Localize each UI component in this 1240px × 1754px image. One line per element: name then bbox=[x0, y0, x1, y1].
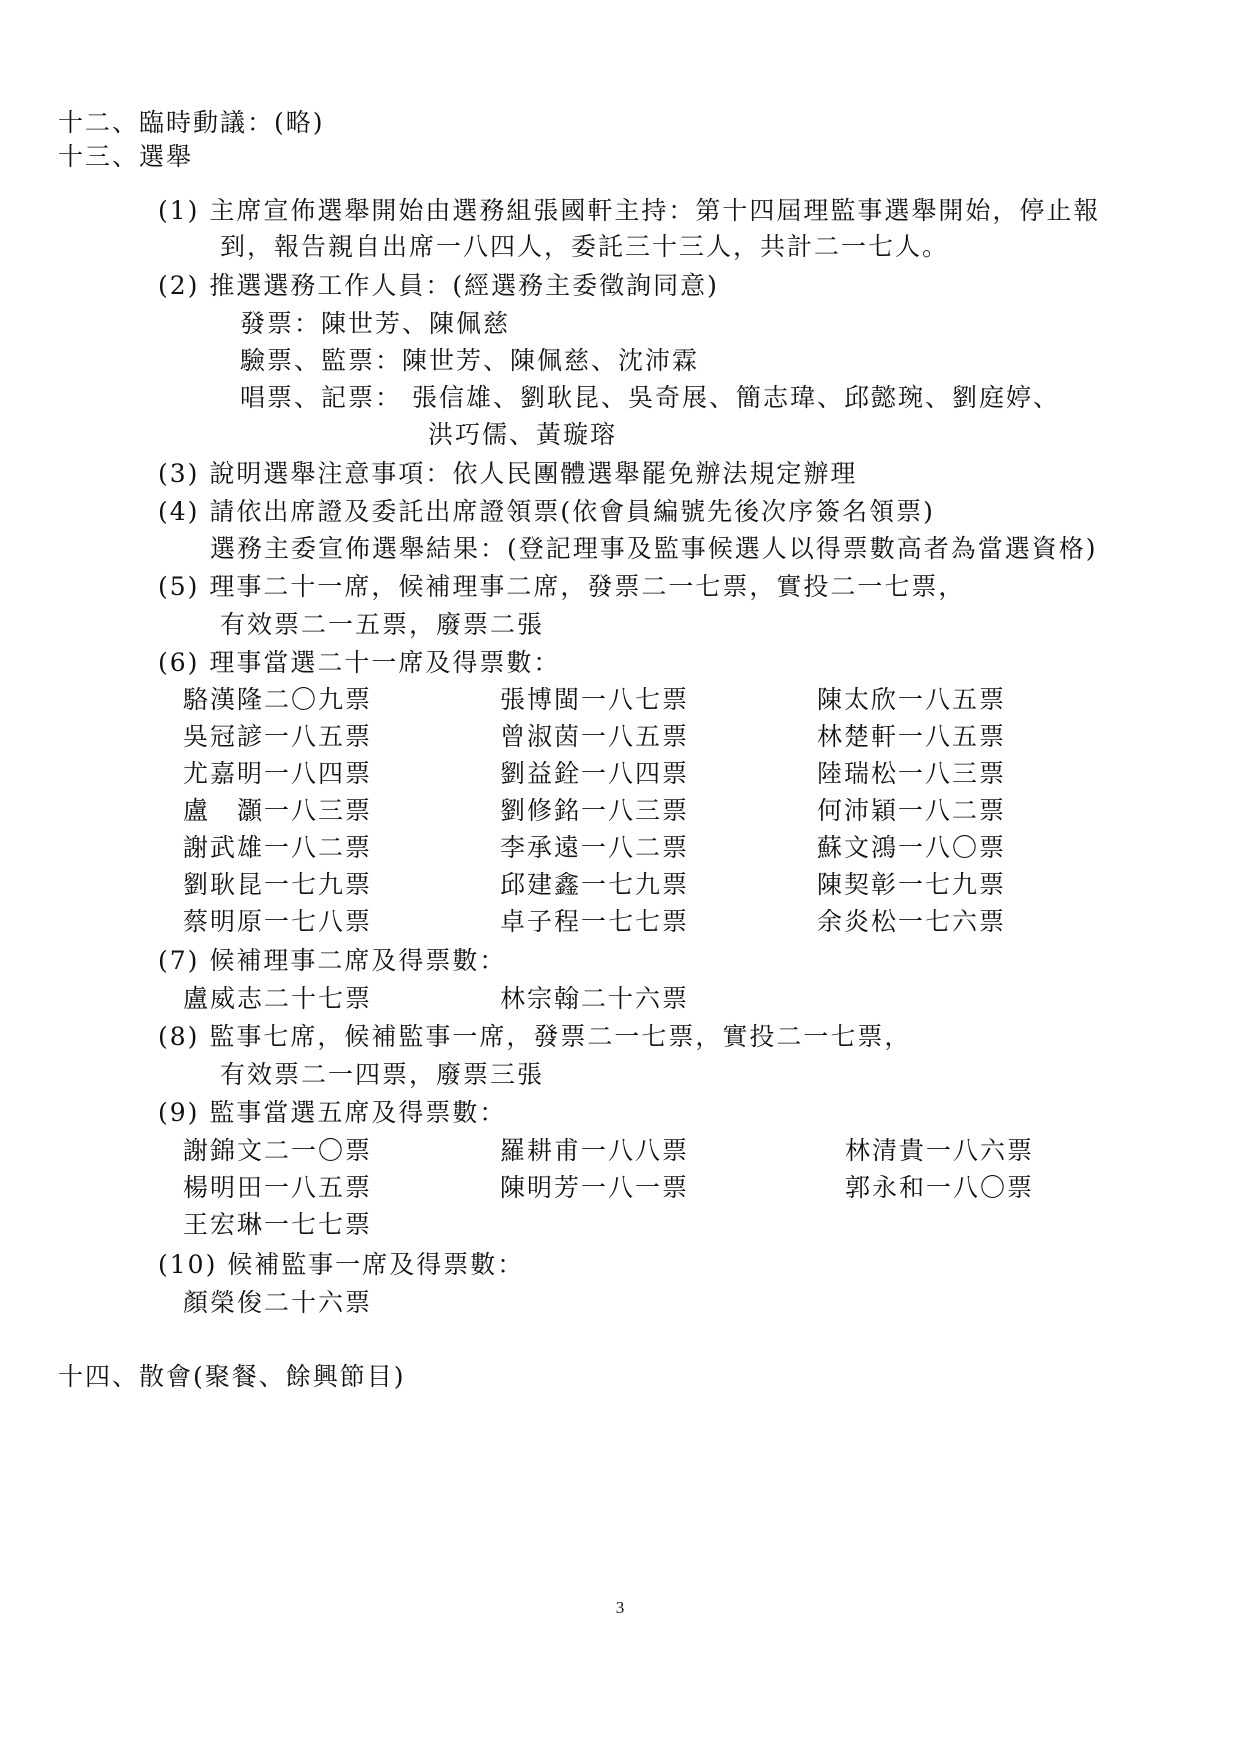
director-entry: 謝武雄一八二票 bbox=[183, 833, 373, 862]
supervisor-entry: 陳明芳一八一票 bbox=[500, 1173, 690, 1202]
directors-grid bbox=[0, 684, 1240, 944]
section-5-line-1: (5) 理事二十一席，候補理事二席，發票二一七票，實投二一七票， bbox=[158, 572, 966, 601]
director-entry: 李承遠一八二票 bbox=[500, 833, 690, 862]
director-entry: 陳太欣一八五票 bbox=[817, 685, 1007, 714]
item-14-heading: 十四、散會(聚餐、餘興節目) bbox=[58, 1362, 406, 1391]
director-entry: 林楚軒一八五票 bbox=[817, 722, 1007, 751]
section-8-line-2: 有效票二一四票，廢票三張 bbox=[220, 1060, 545, 1089]
section-4-line-1: (4) 請依出席證及委託出席證領票(依會員編號先後次序簽名領票) bbox=[158, 497, 935, 526]
director-entry: 尤嘉明一八四票 bbox=[183, 759, 373, 788]
item-13-heading: 十三、選舉 bbox=[58, 142, 194, 171]
item-12-heading: 十二、臨時動議：(略) bbox=[58, 108, 325, 137]
section-1-line-2: 到，報告親自出席一八四人，委託三十三人，共計二一七人。 bbox=[220, 232, 950, 261]
director-entry: 陸瑞松一八三票 bbox=[817, 759, 1007, 788]
section-8-line-1: (8) 監事七席，候補監事一席，發票二一七票，實投二一七票， bbox=[158, 1022, 912, 1051]
section-2-ballot-inspectors: 驗票、監票：陳世芳、陳佩慈、沈沛霖 bbox=[240, 346, 700, 375]
director-entry: 劉修銘一八三票 bbox=[500, 796, 690, 825]
director-entry: 吳冠諺一八五票 bbox=[183, 722, 373, 751]
supervisors-grid bbox=[0, 1135, 1240, 1245]
director-entry: 劉益銓一八四票 bbox=[500, 759, 690, 788]
section-5-line-2: 有效票二一五票，廢票二張 bbox=[220, 610, 545, 639]
alternate-supervisor-entry: 顏榮俊二十六票 bbox=[183, 1288, 373, 1317]
supervisor-entry: 郭永和一八〇票 bbox=[845, 1173, 1035, 1202]
director-entry: 蘇文鴻一八〇票 bbox=[817, 833, 1007, 862]
alternate-director-entry: 盧威志二十七票 bbox=[183, 984, 373, 1013]
section-2-heading: (2) 推選選務工作人員：(經選務主委徵詢同意) bbox=[158, 271, 719, 300]
section-7-heading: (7) 候補理事二席及得票數： bbox=[158, 946, 507, 975]
director-entry: 何沛穎一八二票 bbox=[817, 796, 1007, 825]
alternate-director-entry: 林宗翰二十六票 bbox=[500, 984, 690, 1013]
section-9-heading: (9) 監事當選五席及得票數： bbox=[158, 1098, 507, 1127]
section-1-line-1: (1) 主席宣佈選舉開始由選務組張國軒主持：第十四屆理監事選舉開始，停止報 bbox=[158, 196, 1101, 225]
director-entry: 張博閩一八七票 bbox=[500, 685, 690, 714]
director-entry: 陳契彰一七九票 bbox=[817, 870, 1007, 899]
supervisor-entry: 楊明田一八五票 bbox=[183, 1173, 373, 1202]
section-10-heading: (10) 候補監事一席及得票數： bbox=[158, 1250, 525, 1279]
page-number: 3 bbox=[615, 1598, 625, 1617]
section-6-heading: (6) 理事當選二十一席及得票數： bbox=[158, 648, 561, 677]
director-entry: 蔡明原一七八票 bbox=[183, 907, 373, 936]
director-entry: 盧 灝一八三票 bbox=[183, 796, 373, 825]
section-4-line-2: 選務主委宣佈選舉結果：(登記理事及監事候選人以得票數高者為當選資格) bbox=[210, 534, 1098, 563]
section-2-vote-callers: 唱票、記票： 張信雄、劉耿昆、吳奇展、簡志瑋、邱懿琬、劉庭婷、 bbox=[240, 383, 1060, 412]
director-entry: 駱漢隆二〇九票 bbox=[183, 685, 373, 714]
section-3: (3) 說明選舉注意事項：依人民團體選舉罷免辦法規定辦理 bbox=[158, 459, 858, 488]
section-2-ballot-issuers: 發票：陳世芳、陳佩慈 bbox=[240, 309, 511, 338]
director-entry: 卓子程一七七票 bbox=[500, 907, 690, 936]
supervisor-entry: 謝錦文二一〇票 bbox=[183, 1136, 373, 1165]
supervisor-entry: 羅耕甫一八八票 bbox=[500, 1136, 690, 1165]
supervisor-entry: 林清貴一八六票 bbox=[845, 1136, 1035, 1165]
director-entry: 劉耿昆一七九票 bbox=[183, 870, 373, 899]
section-2-vote-callers-cont: 洪巧儒、黃璇瑢 bbox=[428, 420, 618, 449]
director-entry: 曾淑茵一八五票 bbox=[500, 722, 690, 751]
director-entry: 邱建鑫一七九票 bbox=[500, 870, 690, 899]
director-entry: 余炎松一七六票 bbox=[817, 907, 1007, 936]
supervisor-entry: 王宏琳一七七票 bbox=[183, 1210, 373, 1239]
